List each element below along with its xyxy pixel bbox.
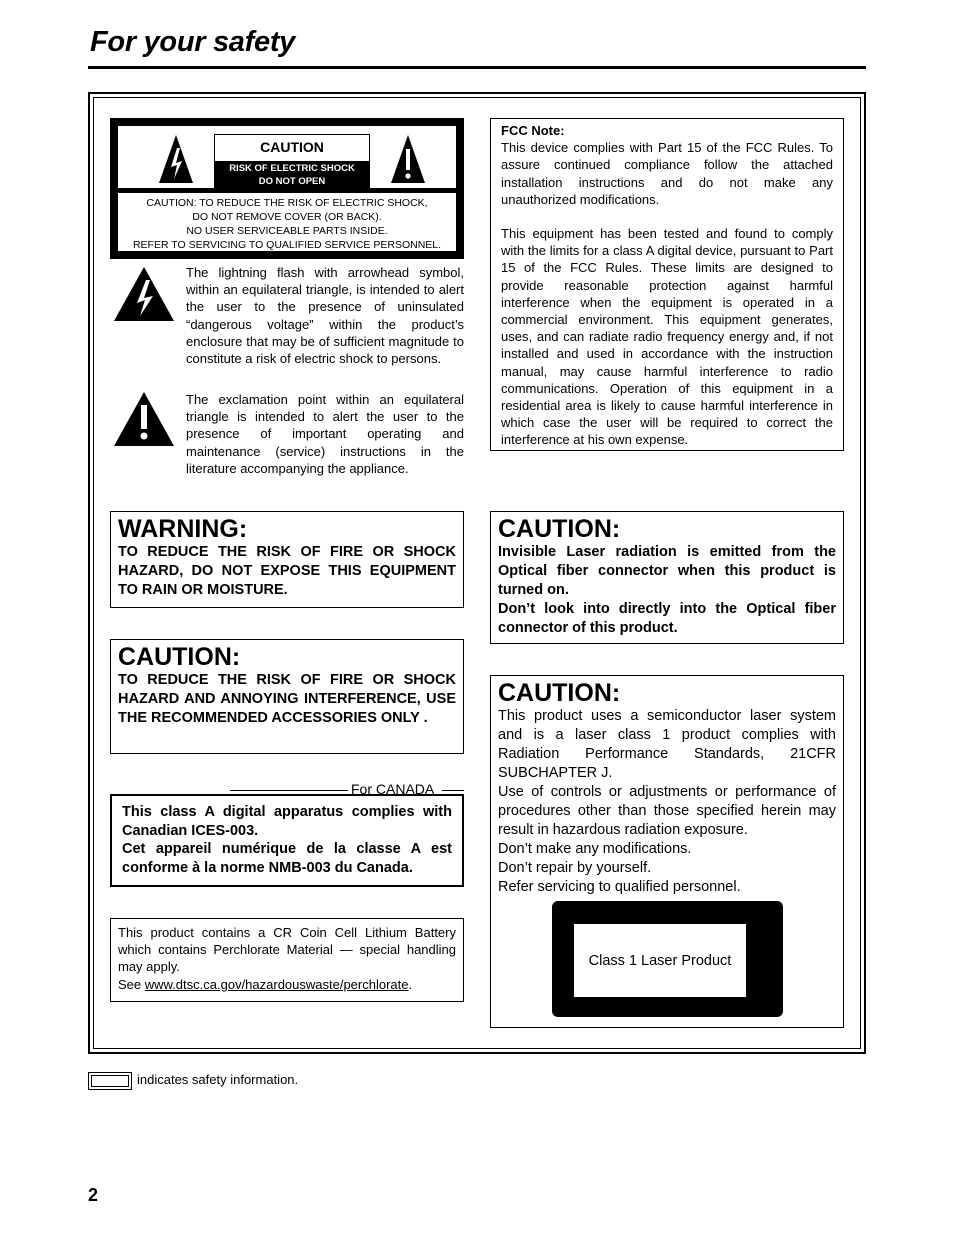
caution-line: CAUTION: TO REDUCE THE RISK OF ELECTRIC SHOCK, — [146, 197, 428, 209]
safety-legend-text: indicates safety information. — [137, 1072, 299, 1087]
caution-label-text — [118, 193, 456, 251]
caution-label-center — [214, 134, 370, 188]
caution-label-top — [118, 126, 456, 188]
electric-shock-caution-label — [110, 118, 464, 259]
warning-box — [110, 511, 464, 608]
caution-heading: CAUTION: — [498, 679, 621, 707]
battery-notice-box — [110, 918, 464, 1002]
canada-rule — [442, 790, 464, 791]
laser-label-text: Class 1 Laser Product — [574, 924, 746, 997]
canada-label: For CANADA — [348, 781, 437, 797]
lightning-triangle-icon — [113, 266, 175, 322]
risk-line-2: DO NOT OPEN — [258, 176, 326, 187]
caution-laser-body-1: Invisible Laser radiation is emitted from the Optical fiber connector when this product is turned on. — [498, 544, 836, 598]
page-number: 2 — [88, 1185, 99, 1205]
caution-laser-box — [490, 511, 844, 644]
fcc-heading: FCC Note: — [501, 123, 565, 138]
exclamation-triangle-icon — [390, 134, 426, 184]
caution-product-line: Use of controls or adjustments or performance of procedures other than those specified herein may result in hazardous radiation exposure. — [498, 784, 836, 838]
caution-accessories-body: TO REDUCE THE RISK OF FIRE OR SHOCK HAZARD AND ANNOYING INTERFERENCE, USE THE RECOMMENDED ACCESSORIES ONLY . — [118, 672, 456, 726]
caution-product-line: Refer servicing to qualified personnel. — [498, 879, 741, 895]
battery-see: See — [118, 976, 145, 992]
canada-rule — [230, 790, 352, 791]
risk-of-shock-band — [215, 161, 369, 188]
caution-product-body — [498, 707, 836, 897]
caution-line: NO USER SERVICEABLE PARTS INSIDE. — [186, 225, 388, 237]
fcc-paragraph-2: This equipment has been tested and found to comply with the limits for a class A digital device, pursuant to Part 15 of the FCC Rules. These limits are designed to provide reasonable protection against harmful interference when the equipment is operated in a commercial environment. This equipment generates, uses, and can radiate radio frequency energy and, if not installed and used in accordance with the instruction manual, may cause harmful interference to radio communications. Operation of this equipment in a residential area is likely to cause harmful interference in which case the user will be required to correct the interference at his own expense. — [501, 226, 833, 448]
warning-body: TO REDUCE THE RISK OF FIRE OR SHOCK HAZARD, DO NOT EXPOSE THIS EQUIPMENT TO RAIN OR MOISTURE. — [118, 544, 456, 598]
battery-see-line — [118, 976, 456, 993]
risk-line-1: RISK OF ELECTRIC SHOCK — [229, 163, 355, 174]
caution-product-line: This product uses a semiconductor laser system and is a laser class 1 product complies with Radiation Performance Standards, 21CFR SUBCHAPTER J. — [498, 708, 836, 781]
canada-compliance-box — [110, 794, 464, 887]
caution-line: DO NOT REMOVE COVER (OR BACK). — [192, 211, 382, 223]
safety-legend-box-icon — [88, 1072, 132, 1090]
caution-line: REFER TO SERVICING TO QUALIFIED SERVICE PERSONNEL. — [132, 239, 442, 251]
warning-heading: WARNING: — [118, 515, 248, 543]
battery-period: . — [408, 976, 413, 992]
page-title: For your safety — [90, 26, 295, 58]
fcc-note-box — [490, 118, 844, 451]
fcc-paragraph-1: This device complies with Part 15 of the FCC Rules. To assure continued compliance follow the attached installation instructions and do not make any unauthorized modifications. — [501, 140, 833, 207]
safety-legend-box-inner — [91, 1075, 129, 1087]
caution-word: CAUTION — [260, 139, 324, 155]
caution-heading: CAUTION: — [498, 515, 621, 543]
class-1-laser-label — [552, 901, 783, 1017]
canada-english: This class A digital apparatus complies with Canadian ICES-003. — [122, 804, 452, 839]
lightning-symbol-explanation: The lightning flash with arrowhead symbol, within an equilateral triangle, is intended to alert the user to the presence of uninsulated “dangerous voltage” within the product’s enclosure that may be of sufficient magnitude to constitute a risk of electric shock to persons. — [186, 265, 464, 367]
exclamation-symbol-explanation: The exclamation point within an equilateral triangle is intended to alert the user to the presence of important operating and maintenance (service) instructions in the literature accompanying the appliance. — [186, 392, 464, 476]
caution-product-line: Don’t make any modifications. — [498, 841, 692, 857]
canada-french: Cet appareil numérique de la classe A est conforme à la norme NMB-003 du Canada. — [122, 841, 452, 876]
fcc-spacer — [501, 208, 833, 225]
caution-accessories-box — [110, 639, 464, 754]
lightning-triangle-icon — [158, 134, 194, 184]
exclamation-triangle-icon — [113, 391, 175, 447]
perchlorate-link[interactable]: www.dtsc.ca.gov/hazardouswaste/perchlorate — [144, 976, 409, 992]
caution-heading: CAUTION: — [118, 643, 241, 671]
battery-text: This product contains a CR Coin Cell Lithium Battery which contains Perchlorate Material — special handling may apply. — [118, 925, 456, 975]
caution-product-line: Don’t repair by yourself. — [498, 860, 652, 876]
caution-laser-body-2: Don’t look into directly into the Optical fiber connector of this product. — [498, 601, 836, 636]
title-rule — [88, 66, 866, 69]
